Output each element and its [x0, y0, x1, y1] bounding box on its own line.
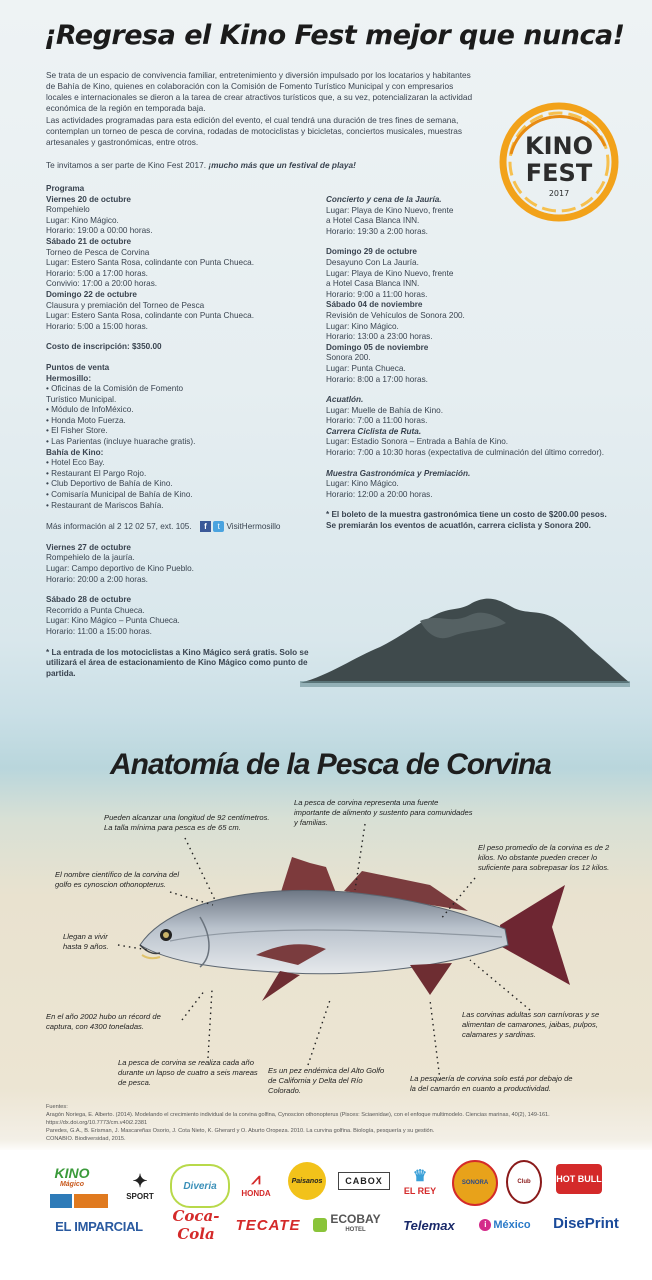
event-line: a Hotel Casa Blanca INN.	[326, 216, 420, 226]
list-item: • Módulo de InfoMéxico.	[46, 405, 134, 415]
annotation-peso: El peso promedio de la corvina es de 2 kilos. No obstante pueden crecer lo suficiente para sobrepasar los 12 kilos.	[478, 843, 610, 872]
annotation-fuente: La pesca de corvina representa una fuente importante de alimento y sustento para comunidades y familias.	[294, 798, 473, 827]
event-line: Horario: 13:00 a 23:00 horas.	[326, 332, 433, 342]
event-line: Clausura y premiación del Torneo de Pesca	[46, 300, 205, 310]
event-line: Lugar: Kino Mágico.	[326, 479, 399, 489]
intro-paragraph-1: Se trata de un espacio de convivencia familiar, entretenimiento y diversión impulsado por los locatarios y habitantes de Bahía de Kino, quienes en colaboración con la Comisión de Fomento Turístico Municipal y con empresarios locales e internacionales se dieron a la tarea de crear atractivos turísticos que, a su vez, potencializaran la actividad económica de la región en temporada baja.	[46, 70, 473, 113]
event-line: Lugar: Estero Santa Rosa, colindante con Punta Chueca.	[46, 311, 255, 321]
day-heading: Sábado 28 de octubre	[46, 595, 132, 605]
annotation-longitud: Pueden alcanzar una longitud de 92 centímetros. La talla mínima para pesca es de 65 cm.	[104, 813, 270, 832]
logo-year: 2017	[548, 189, 570, 198]
municipal-logo	[74, 1194, 108, 1208]
annotation-record: En el año 2002 hubo un récord de captura, con 4300 toneladas.	[46, 1012, 161, 1031]
hermosillo-logo	[50, 1194, 72, 1208]
event-line: Recorrido a Punta Chueca.	[46, 605, 145, 615]
event-line: Horario: 20:00 a 2:00 horas.	[46, 574, 148, 584]
info-mexico-logo	[474, 1214, 536, 1236]
facebook-icon[interactable]: f	[200, 521, 211, 532]
tecate-logo: TECATE	[235, 1216, 301, 1234]
day-heading: Sábado 21 de octubre	[46, 236, 132, 246]
annotation-endemica: Es un pez endémica del Alto Golfo de California y Delta del Río Colorado.	[268, 1066, 385, 1095]
event-title: Muestra Gastronómica y Premiación.	[326, 468, 471, 478]
hot-bull-logo: HOT BULL	[556, 1164, 602, 1194]
reference-item: Paredes, G.A., B. Erisman, J. Mascareñas Osorio, J. Cota Nieto, K. Gherard y O. Aburto Oropeza. 2010. La curvina golfina. Biología, pesquería y su gestión.	[46, 1128, 435, 1134]
programa-heading: Programa	[46, 184, 85, 193]
intro-paragraph-2: Las actividades programadas para esta edición del evento, el cual tendrá una duración de tres fines de semana, contemplan un torneo de pesca de corvina, rodadas de motociclistas y bicicletas, conciertos musicales, muestras artesanales y gastronómicas, entre otros.	[46, 115, 462, 147]
event-line: Lugar: Kino Mágico.	[326, 321, 399, 331]
twitter-icon[interactable]: t	[213, 521, 224, 532]
cabox-logo: CABOX	[338, 1172, 390, 1190]
ecobay-text: ECOBAY	[330, 1212, 381, 1226]
list-item: • Oficinas de la Comisión de Fomento	[46, 384, 184, 394]
city-heading: Bahía de Kino:	[46, 447, 104, 457]
annotation-carnivoras: Las corvinas adultas son carnívoras y se alimentan de camarones, jaibas, pulpos, calamares y sardinas.	[462, 1010, 600, 1039]
event-line: Desayuno Con La Jauría.	[326, 257, 419, 267]
day-heading: Viernes 20 de octubre	[46, 194, 131, 204]
kino-logo-text: KINO	[54, 1164, 90, 1181]
telemax-logo: Telemax	[403, 1217, 455, 1233]
island-illustration	[300, 585, 630, 715]
event-line: Lugar: Kino Mágico – Punta Chueca.	[46, 616, 180, 626]
list-item: • El Fisher Store.	[46, 426, 108, 436]
fish-icon: ✦	[132, 1171, 148, 1191]
info-icon: i	[479, 1219, 491, 1231]
list-item: • Hotel Eco Bay.	[46, 458, 105, 468]
event-line: Lugar: Muelle de Bahía de Kino.	[326, 405, 443, 415]
honda-wing-icon: ⩘	[251, 1170, 261, 1188]
club-logo: Club	[506, 1160, 542, 1204]
annotation-lapso: La pesca de corvina se realiza cada año durante un lapso de cuatro a seis mareas de pesca.	[118, 1058, 258, 1087]
honda-logo	[234, 1164, 278, 1204]
event-line: Lugar: Punta Chueca.	[326, 363, 406, 373]
diseprint-logo: DisePrint	[553, 1214, 619, 1232]
headline: ¡Regresa el Kino Fest mejor que nunca!	[44, 20, 625, 51]
event-line: Convivio: 17:00 a 20:00 horas.	[46, 279, 158, 289]
el-imparcial-logo: EL IMPARCIAL	[55, 1218, 143, 1234]
sonora-logo: SONORA	[452, 1160, 498, 1206]
event-line: Horario: 19:30 a 2:00 horas.	[326, 226, 428, 236]
sponsors-bar	[0, 1150, 652, 1280]
event-line: Horario: 12:00 a 20:00 horas.	[326, 489, 433, 499]
event-line: Lugar: Estero Santa Rosa, colindante con Punta Chueca.	[46, 258, 255, 268]
logo-kino: KINO	[524, 132, 594, 160]
event-title: Concierto y cena de la Jauría.	[326, 195, 442, 204]
event-line: Horario: 7:00 a 10:30 horas (expectativa de culminación del último corredor).	[326, 448, 605, 458]
event-line: Horario: 11:00 a 15:00 horas.	[46, 626, 152, 636]
right-column	[326, 195, 616, 532]
el-rey-text: EL REY	[403, 1186, 437, 1196]
invite-tagline: ¡mucho más que un festival de playa!	[208, 160, 356, 170]
reference-item: Aragón Noriega, E. Alberto. (2014). Modelando el crecimiento individual de la corvina golfina, Cynoscion othonopterus (Pisces: Sciaenidae), con el enfoque multimodelo. Ciencias marinas, 40(2), 149-161. https://dx.doi.org/10.7773/cm.v40i2.2381	[46, 1112, 550, 1126]
event-title: Carrera Ciclista de Ruta.	[326, 426, 422, 436]
event-line: a Hotel Casa Blanca INN.	[326, 279, 420, 289]
day-heading: Sábado 04 de noviembre	[326, 300, 423, 310]
event-line: Rompehielo	[46, 205, 90, 215]
list-item: • Restaurant El Pargo Rojo.	[46, 468, 147, 478]
left-column	[46, 184, 316, 679]
annotation-pesqueria: La pesquería de corvina solo está por debajo de la del camarón en cuanto a productividad.	[410, 1074, 573, 1093]
coca-cola-logo: Coca-Cola	[172, 1207, 220, 1243]
event-line: Lugar: Kino Mágico.	[46, 215, 119, 225]
list-item: Turístico Municipal.	[46, 394, 117, 404]
annotation-nombre: El nombre científico de la corvina del golfo es cynoscion othonopterus.	[55, 870, 180, 889]
references-label: Fuentes:	[46, 1104, 68, 1110]
event-line: Revisión de Vehículos de Sonora 200.	[326, 310, 465, 320]
list-item: • Honda Moto Fuerza.	[46, 415, 126, 425]
city-heading: Hermosillo:	[46, 373, 92, 383]
gastro-note: * El boleto de la muestra gastronómica tiene un costo de $200.00 pesos. Se premiarán los eventos de acuatlón, carrera ciclista y Sonora 200.	[326, 510, 607, 531]
invite-text: Te invitamos a ser parte de Kino Fest 2017.	[46, 160, 209, 170]
el-rey-logo	[398, 1160, 442, 1202]
logo-fest: FEST	[525, 159, 593, 187]
event-line: Horario: 7:00 a 11:00 horas.	[326, 416, 428, 426]
event-line: Lugar: Campo deportivo de Kino Pueblo.	[46, 564, 194, 573]
event-line: Horario: 8:00 a 17:00 horas.	[326, 374, 428, 384]
day-heading: Domingo 29 de octubre	[326, 247, 417, 257]
event-line: Horario: 5:00 a 15:00 horas.	[46, 321, 148, 331]
info-phone: Más información al 2 12 02 57, ext. 105.	[46, 522, 192, 532]
day-heading: Domingo 05 de noviembre	[326, 342, 429, 352]
sport-logo-text: SPORT	[126, 1192, 154, 1201]
reference-item: CONABIO. Biodiversidad, 2015.	[46, 1136, 126, 1142]
sport-fishing-logo	[118, 1164, 162, 1208]
day-heading: Domingo 22 de octubre	[46, 289, 137, 299]
event-line: Lugar: Playa de Kino Nuevo, frente	[326, 268, 454, 278]
ecobay-sub: HOTEL	[345, 1227, 366, 1233]
event-line: Lugar: Playa de Kino Nuevo, frente	[326, 205, 454, 215]
list-item: • Club Deportivo de Bahía de Kino.	[46, 479, 173, 489]
list-item: • Comisaría Municipal de Bahía de Kino.	[46, 490, 193, 500]
event-line: Horario: 5:00 a 17:00 horas.	[46, 268, 148, 278]
contact-line	[46, 521, 316, 533]
list-item: • Las Parientas (incluye huarache gratis).	[46, 437, 196, 447]
event-line: Horario: 9:00 a 11:00 horas.	[326, 289, 428, 299]
puntos-heading: Puntos de venta	[46, 362, 110, 372]
mexico-text: México	[493, 1219, 531, 1231]
event-line: Sonora 200.	[326, 353, 371, 363]
day-heading: Viernes 27 de octubre	[46, 542, 131, 552]
event-line: Torneo de Pesca de Corvina	[46, 247, 150, 257]
list-item: • Restaurant de Mariscos Bahía.	[46, 500, 164, 510]
ecobay-icon	[313, 1218, 327, 1232]
social-handle[interactable]: VisitHermosillo	[226, 522, 281, 532]
registration-cost: Costo de inscripción: $350.00	[46, 342, 162, 352]
kino-logo-sub: Mágico	[59, 1180, 85, 1188]
moto-note: * La entrada de los motociclistas a Kino Mágico será gratis. Solo se utilizará el área de estacionamiento de Kino Mágico como punto de partida.	[46, 647, 309, 678]
diveria-logo: Diveria	[170, 1164, 230, 1208]
event-title: Acuatlón.	[326, 395, 364, 405]
honda-logo-text: HONDA	[241, 1188, 271, 1198]
kino-magico-logo	[50, 1162, 94, 1190]
ecobay-logo	[308, 1212, 386, 1238]
event-line: Lugar: Estadio Sonora – Entrada a Bahía de Kino.	[326, 437, 509, 447]
event-line: Rompehielo de la jauría.	[46, 553, 135, 563]
crown-icon: ♛	[412, 1168, 428, 1185]
annotation-vivir: Llegan a vivir hasta 9 años.	[63, 932, 109, 951]
event-line: Horario: 19:00 a 00:00 horas.	[46, 226, 153, 236]
paisanos-logo: Paisanos	[288, 1162, 326, 1200]
anatomy-title: Anatomía de la Pesca de Corvina	[110, 748, 551, 781]
intro-invite	[46, 160, 476, 171]
